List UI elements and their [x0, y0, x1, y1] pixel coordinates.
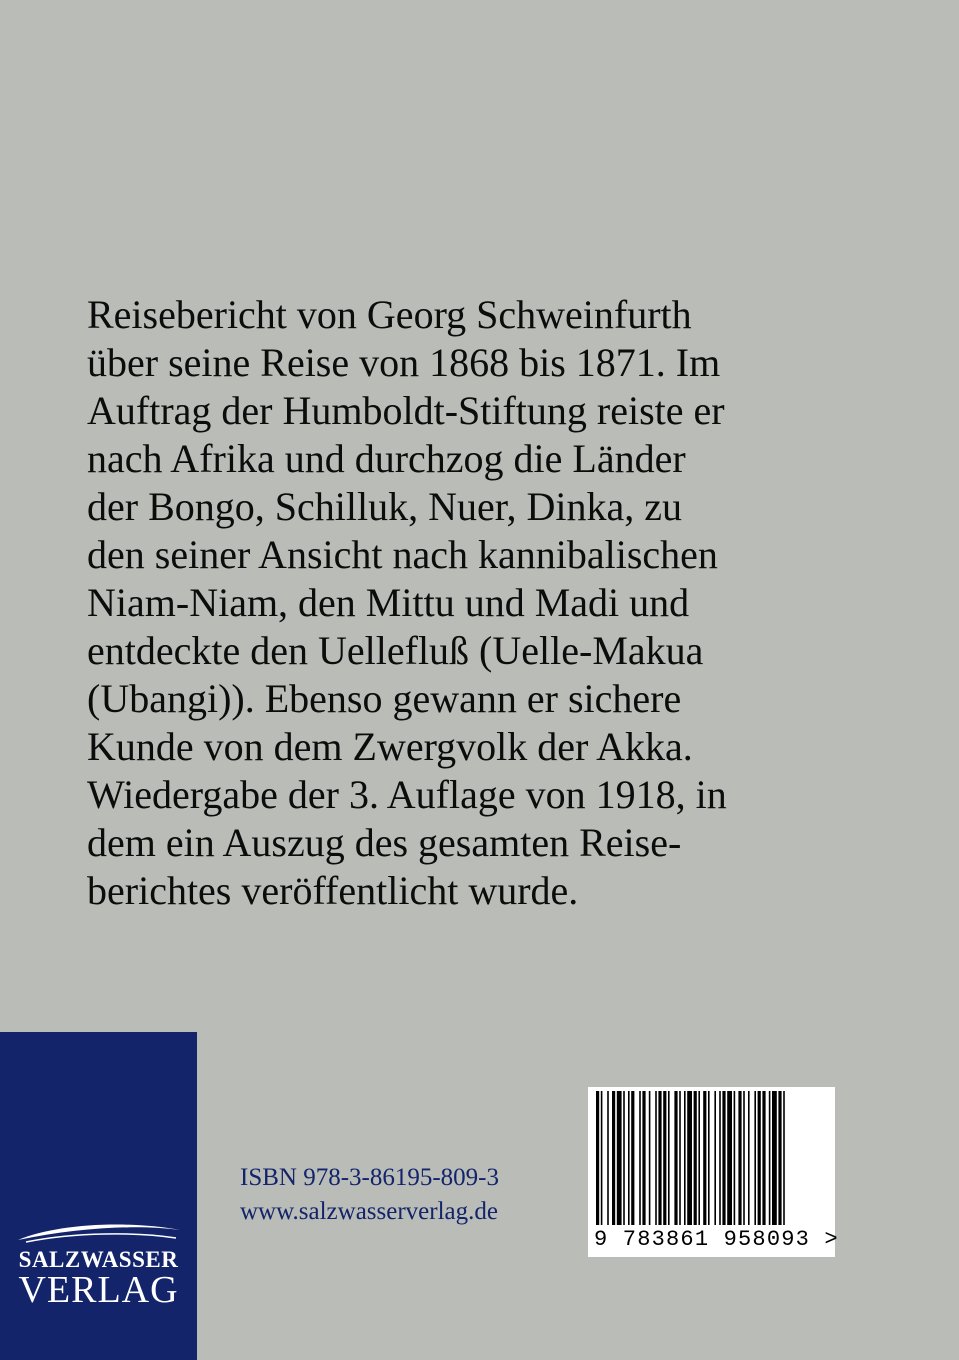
- barcode: [588, 1087, 839, 1257]
- blurb-line: über seine Reise von 1868 bis 1871. Im: [87, 340, 721, 385]
- isbn-text: ISBN 978-3-86195-809-3: [240, 1164, 500, 1191]
- back-cover-blurb: [87, 291, 887, 915]
- blurb-line: (Ubangi)). Ebenso gewann er sichere: [87, 676, 682, 721]
- blurb-line: nach Afrika und durchzog die Länder: [87, 436, 686, 481]
- blurb-line: der Bongo, Schilluk, Nuer, Dinka, zu: [87, 484, 682, 529]
- website-link[interactable]: www.salzwasserverlag.de: [240, 1198, 498, 1225]
- publisher-name-bottom: VERLAG: [18, 1269, 179, 1311]
- blurb-line: Reisebericht von Georg Schweinfurth: [87, 292, 692, 337]
- blurb-line: Kunde von dem Zwergvolk der Akka.: [87, 724, 693, 769]
- blurb-line: Auftrag der Humboldt-Stiftung reiste er: [87, 388, 725, 433]
- blurb-line: entdeckte den Uellefluß (Uelle-Makua: [87, 628, 704, 673]
- publisher-name-top: SALZWASSER: [18, 1247, 179, 1272]
- blurb-line: den seiner Ansicht nach kannibalischen: [87, 532, 718, 577]
- ean13-barcode-icon: [588, 1087, 835, 1227]
- blurb-line: berichtes veröffentlicht wurde.: [87, 868, 579, 913]
- wave-swoosh-icon: [16, 1218, 182, 1246]
- blurb-line: dem ein Auszug des gesamten Reise-: [87, 820, 682, 865]
- blurb-line: Niam-Niam, den Mittu und Madi und: [87, 580, 690, 625]
- barcode-digits: 9 783861 958093 >: [594, 1227, 839, 1252]
- blurb-line: Wiedergabe der 3. Auflage von 1918, in: [87, 772, 727, 817]
